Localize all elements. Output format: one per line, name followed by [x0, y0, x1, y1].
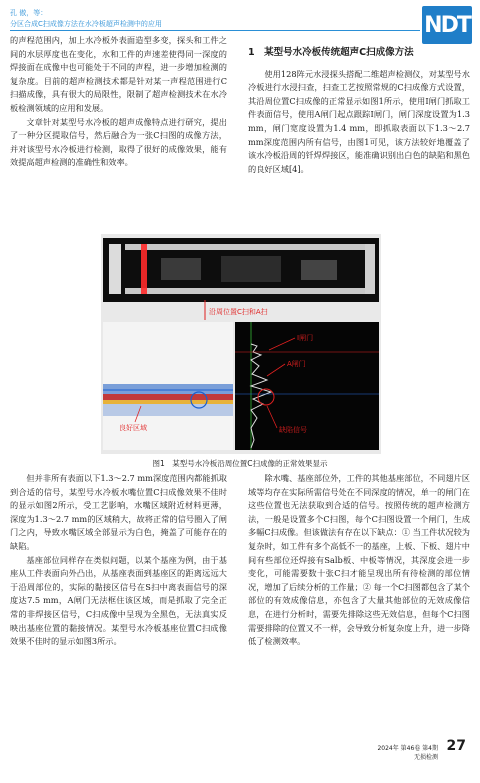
paragraph: 基座部位同样存在类似问题，以某个基座为例，由于基座从工件表面向外凸出，从基座表面到基座区的距离远远大于沿周部位的，实际的黏接区信号在S扫中离表面信号的深度达7.5 mm，A闸门无法框住该区域，而是抓取了完全正常的非焊接区信号，C扫成像中呈现为全黑色，无法真实反映出基座位置的黏接情况。某型号水冷板基座位置C扫成像效果不佳时的显示如图3所示。 [10, 554, 227, 647]
right-column-bottom [248, 472, 470, 649]
journal-info [377, 744, 438, 762]
journal-issue: 2024年 第46卷 第4期 [377, 745, 438, 752]
paragraph: 文章针对某型号水冷板的超声成像特点进行研究，提出了一种分区提取信号，然后融合为一张C扫图的成像方法，并对该型号水冷板进行检测，取得了很好的成像效果，能有效提高超声检测的准确性和效率。 [10, 116, 227, 168]
journal-logo: NDT [422, 6, 472, 44]
figure-caption: 图1 某型号水冷板沿周位置C扫成像的正常效果显示 [152, 459, 328, 468]
left-column-bottom [10, 472, 227, 649]
figure-label-good: 良好区域 [119, 424, 147, 432]
paragraph: 的声程范围内，加上水冷板外表面造型多变，探头和工件之间的水层厚度也在变化，水和工件的声速差使得同一深度的焊接面在成像中也可能处于不同的声程，进一步增加检测的复杂度。目前的超声检测技术都是针对某一声程范围进行C扫描成像，具有很大的局限性，限制了超声检测技术在水冷板检测领域的应用和发展。 [10, 35, 227, 113]
figure-label-defect: 缺陷信号 [279, 426, 307, 434]
running-header-author: 孔 傲，等： [10, 9, 48, 17]
paragraph: 使用128阵元水浸探头搭配二维超声检测仪，对某型号水冷板进行水浸扫查，扫查工艺按照常规的C扫成像方式设置，其沿周位置C扫成像的正常显示如图1所示，使用I闸门抓取工件表面信号，使用A闸门起点跟踪I闸门，闸门深度设置为1.3 mm，闸门宽度设置为1.4 mm，即抓取表面以下1.3～2.7 mm深度范围内所有信号，由图1可见，该方法较好地覆盖了该水冷板沿周的钎焊焊接区，能准确识别出白色的缺陷和黑色的良好区域[4]。 [248, 68, 470, 174]
page-number: 27 [446, 738, 466, 754]
left-column-top [10, 34, 227, 170]
figure-1-image [101, 234, 381, 454]
paragraph: 但并非所有表面以下1.3～2.7 mm深度范围内都能抓取到合适的信号，某型号水冷板水嘴位置C扫成像效果不佳时的显示如图2所示，受工艺影响，水嘴区域附近材料更薄，深度为1.3～2.7 mm的区域稍大，故将正常的信号圈入了闸门之内，导致水嘴区域全部显示为白色，掩盖了可能存在的缺陷。 [10, 473, 227, 551]
journal-name: 无损检测 [413, 754, 438, 761]
section-heading: 1 某型号水冷板传统超声C扫成像方法 [248, 47, 414, 58]
figure-1 [101, 234, 381, 454]
figure-label-igate: I闸门 [297, 334, 314, 342]
figure-label-top: 沿周位置C扫和A扫 [209, 308, 268, 316]
paragraph: 除水嘴、基座部位外，工件的其他基座部位，不同翅片区域等均存在实际所需信号处在不同深度的情况，单一的闸门在这些位置也无法获取到合适的信号。按照传统的超声检测方法，一般是设置多个C扫图，每个C扫图设置一个闸门，生成多幅C扫成像。但该做法有存在以下缺点：① 当工件状况较为复杂时，如工件有多个高低不一的基座，上板、下板、翅片中间有些部位还焊接有Salb板、中板等情况，其深度会进一步变化，可能需要数十张C扫才能呈现出所有待检测的部位情况，增加了后续分析的工作量；② 每一个C扫图都包含了某个部位的有效成像信息，亦包含了大量其他部位的无效成像信息，在进行分析时，需要先排除这些无效信息，但每个C扫图需要排除的位置又不一样，会导致分析复杂度上升，进一步降低了检测效率。 [248, 473, 470, 647]
figure-label-agate: A闸门 [287, 360, 306, 368]
running-header-title: 分区合成C扫成像方法在水冷板超声检测中的应用 [10, 20, 162, 28]
header-rule [10, 30, 420, 31]
right-column-top [248, 34, 470, 176]
